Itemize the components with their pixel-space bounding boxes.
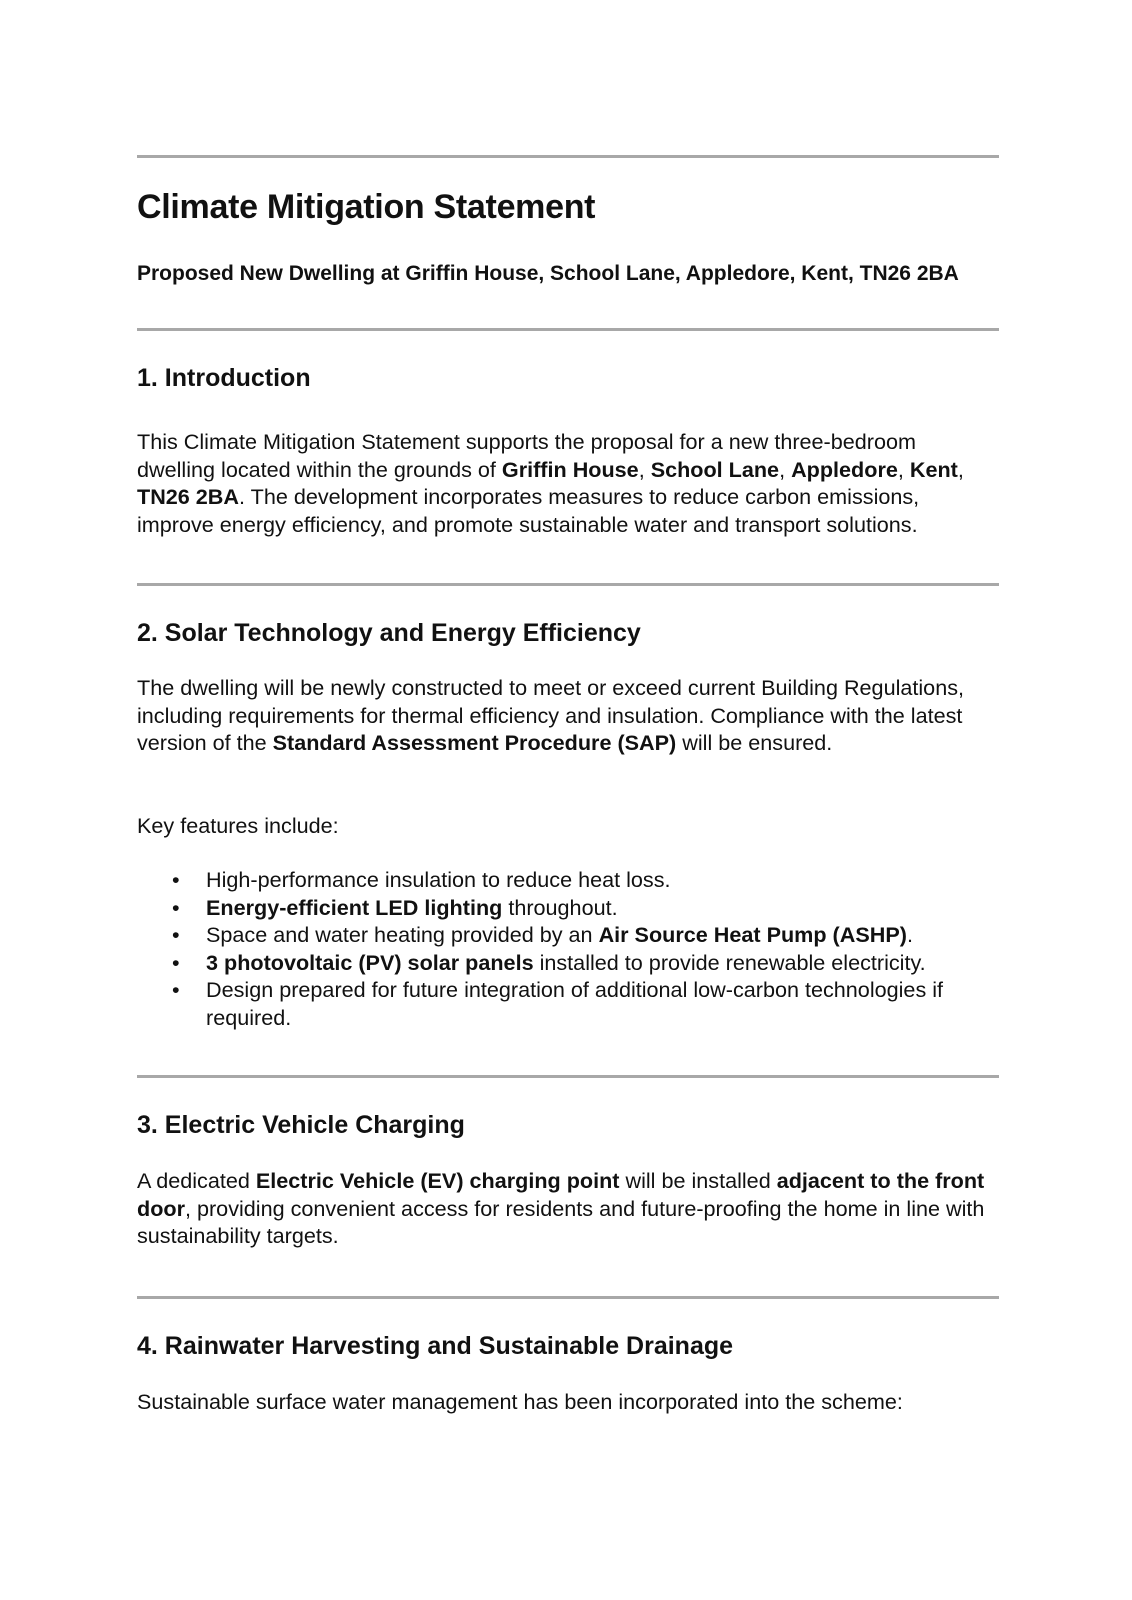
divider — [137, 328, 999, 331]
list-item: • High-performance insulation to reduce heat loss. — [172, 867, 671, 892]
document-subtitle: Proposed New Dwelling at Griffin House, School Lane, Appledore, Kent, TN26 2BA — [137, 262, 959, 285]
ev-charging-paragraph: A dedicated Electric Vehicle (EV) charging point will be installed adjacent to the front door, providing convenient access for residents and future-proofing the home in line with sustainability targets. — [137, 1168, 985, 1248]
bullet: • — [172, 949, 180, 975]
rainwater-paragraph: Sustainable surface water management has been incorporated into the scheme: — [137, 1389, 903, 1414]
section-heading-ev-charging: 3. Electric Vehicle Charging — [137, 1111, 465, 1139]
features-list — [137, 866, 999, 1031]
bullet: • — [172, 867, 180, 892]
list-item: • Space and water heating provided by an Air Source Heat Pump (ASHP). — [172, 922, 913, 947]
section-heading-introduction: 1. Introduction — [137, 364, 311, 392]
list-item: • Energy-efficient LED lighting throughout. — [172, 894, 618, 920]
introduction-paragraph: This Climate Mitigation Statement supports the proposal for a new three-bedroom dwelling located within the grounds of Griffin House, School Lane, Appledore, Kent, TN26 2BA. The development incorporates measures to reduce carbon emissions, improve energy efficiency, and promote sustainable water and transport solutions. — [137, 429, 964, 537]
list-item: • 3 photovoltaic (PV) solar panels installed to provide renewable electricity. — [172, 949, 926, 975]
bullet: • — [172, 894, 180, 920]
bullet: • — [172, 922, 180, 947]
divider — [137, 1075, 999, 1078]
divider — [137, 583, 999, 586]
document-title: Climate Mitigation Statement — [137, 188, 596, 226]
section-heading-rainwater: 4. Rainwater Harvesting and Sustainable Drainage — [137, 1332, 734, 1360]
divider — [137, 1296, 999, 1299]
section-heading-solar: 2. Solar Technology and Energy Efficiency — [137, 619, 641, 647]
list-item: • Design prepared for future integration of additional low-carbon technologies if required. — [172, 977, 944, 1030]
solar-paragraph: The dwelling will be newly constructed to meet or exceed current Building Regulations, including requirements for thermal efficiency and insulation. Compliance with the latest version of the Standard Assessment Procedure (SAP) will be ensured. — [137, 675, 964, 755]
bullet: • — [172, 977, 180, 1002]
document-page — [137, 0, 999, 1600]
key-features-label: Key features include: — [137, 813, 339, 838]
divider-top — [137, 155, 999, 158]
